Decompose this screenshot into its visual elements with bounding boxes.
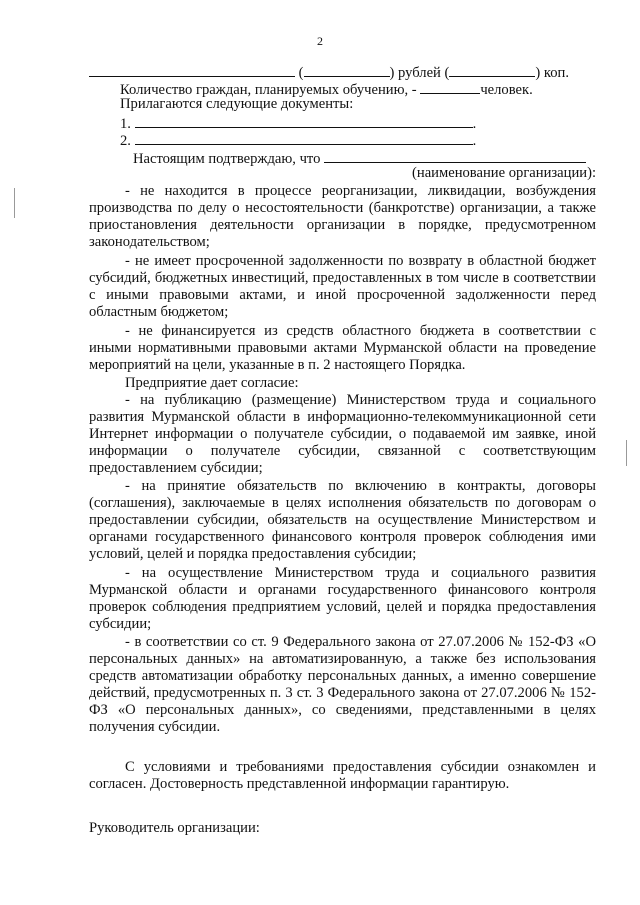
bullet-3: - не финансируется из средств областного бюджета в соответствии с иными нормативными правовыми актами Мурманской области на проведение мероприятий на цели, указанные в п. 2 настоящего Порядка. <box>89 323 596 373</box>
attachment-item-1: 1. . <box>120 113 476 133</box>
consent-1: - на публикацию (размещение) Министерством труда и социального развития Мурманской области в информационно-телекоммуникационной сети Интернет информации о получателе субсидии, о подаваемой им заявке, иной информации о получателе субсидии, связанной с соответствующим предоставлением субсидии; <box>89 392 596 476</box>
final-statement: С условиями и требованиями предоставления субсидии ознакомлен и согласен. Достоверность представленной информации гарантирую. <box>89 759 596 792</box>
sum-rub-blank[interactable] <box>304 62 390 77</box>
signature-label: Руководитель организации: <box>89 820 260 836</box>
citizens-count-blank[interactable] <box>420 79 480 94</box>
bullet-1: - не находится в процессе реорганизации, ликвидации, возбуждения производства по делу о несостоятельности (банкротстве) организации, а также приостановления деятельности организации в порядке, предусмотренном законодательством; <box>89 183 596 250</box>
sum-line: ( ) рублей ( ) коп. <box>89 62 569 82</box>
consent-2: - на принятие обязательств по включению в контракты, договоры (соглашения), заключаемые в целях исполнения обязательств по договорам о предоставлении субсидии, обязательств на осуществление Министерством и органами государственного финансового контроля проверок соблюдения ими условий, целей и порядка предоставления субсидии; <box>89 478 596 562</box>
citizens-unit: человек. <box>480 82 533 98</box>
citizens-text: Количество граждан, планируемых обучению, - <box>120 82 417 98</box>
attachments-heading: Прилагаются следующие документы: <box>120 96 354 112</box>
consent-4: - в соответствии со ст. 9 Федерального закона от 27.07.2006 № 152-ФЗ «О персональных данных» на автоматизированную, а также без использования средств автоматизации обработку персональных данных, а именно совершение действий, предусмотренных п. 3 ст. 3 Федерального закона от 27.07.2006 № 152-ФЗ «О персональных данных», со сведениями, представленными в целях получения субсидии. <box>89 634 596 735</box>
attachment-item-2: 2. . <box>120 130 476 150</box>
sum-kop-label: коп. <box>543 65 570 81</box>
organization-caption: (наименование организации): <box>412 165 596 181</box>
scan-edge-mark-right <box>626 440 627 466</box>
bullet-2: - не имеет просроченной задолженности по возврату в областной бюджет субсидий, бюджетных инвестиций, предоставленных в том числе в соответствии с иными правовыми актами, и иной просроченной задолженности перед областным бюджетом; <box>89 253 596 320</box>
sum-rub-label: рублей <box>398 65 441 81</box>
consent-3: - на осуществление Министерством труда и социального развития Мурманской области и органами государственного финансового контроля проверок соблюдения предприятием условий, целей и порядка предоставления субсидии; <box>89 565 596 632</box>
scan-edge-mark-left <box>14 188 15 218</box>
organization-name-blank[interactable] <box>324 148 586 163</box>
confirm-text: Настоящим подтверждаю, что <box>133 151 321 167</box>
page-number: 2 <box>317 34 323 48</box>
consent-heading: Предприятие дает согласие: <box>125 375 299 391</box>
attachment-1-blank[interactable] <box>135 113 473 128</box>
sum-words-blank[interactable] <box>89 62 295 77</box>
attachment-2-blank[interactable] <box>135 130 473 145</box>
sum-kop-blank[interactable] <box>449 62 535 77</box>
